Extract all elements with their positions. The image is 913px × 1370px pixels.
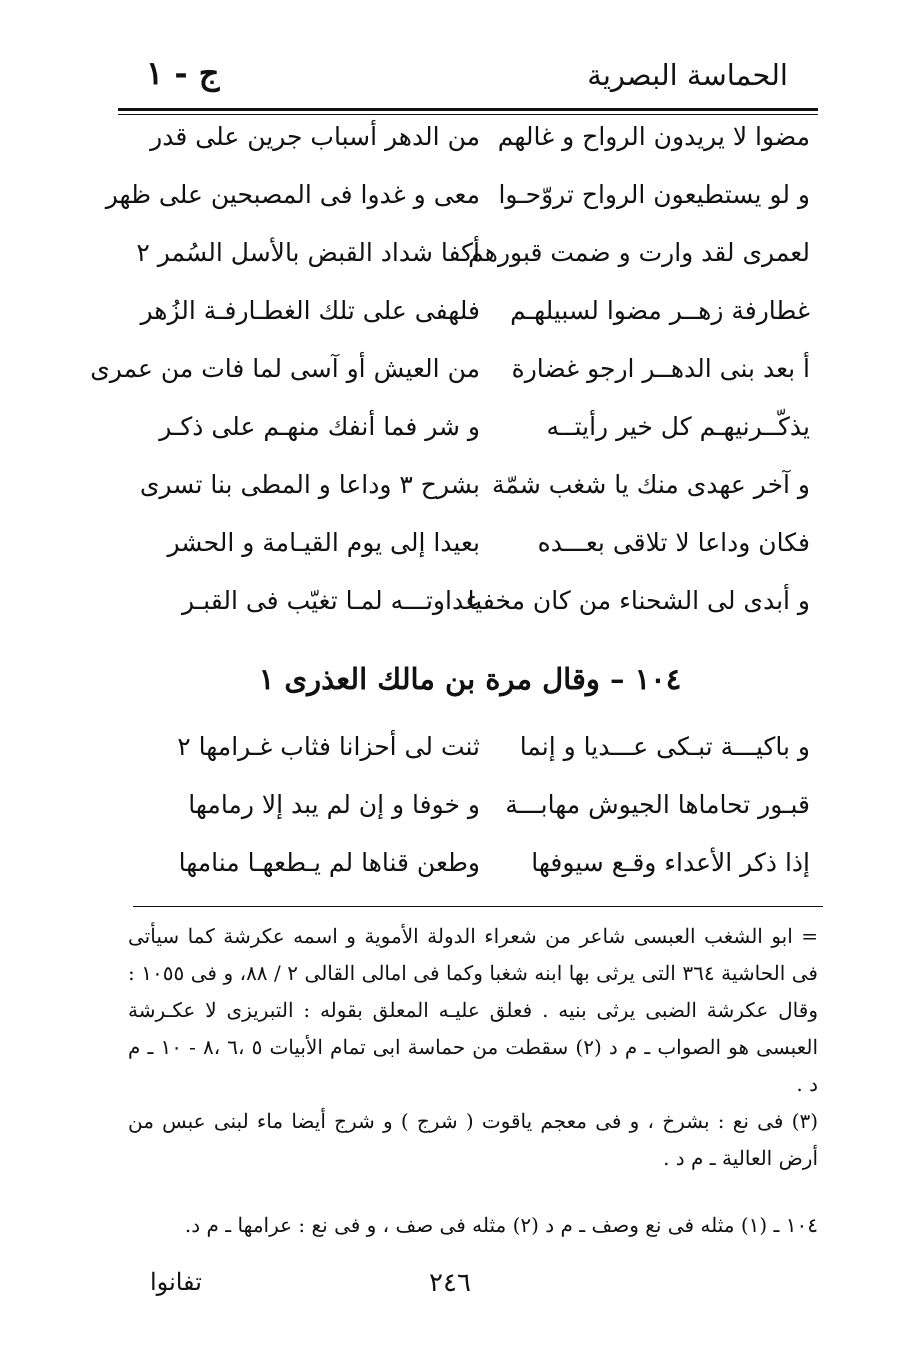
second-hemistich: من العيش أو آسى لما فات من عمرى bbox=[90, 354, 480, 383]
first-hemistich: يذكّــرنيهـم كل خير رأيتــه bbox=[546, 412, 810, 441]
verse-line bbox=[130, 470, 810, 528]
verse-line bbox=[130, 790, 810, 848]
verse-line bbox=[130, 122, 810, 180]
footnote: = ابو الشغب العبسى شاعر من شعراء الدولة الأموية و اسمه عكرشة كما سيأتى فى الحاشية ٣٦٤ التى يرثى بها ابنه شغبا وكما فى امالى القالى ٢ / ٨٨، و فى ١٠٥٥ : وقال عكرشة الضبى يرثى بنيه . فعلق عليـه المعلق بقوله : التبريزى لا عكـرشة العبسى هو الصواب ـ م د (٢) سقطت من حماسة ابى تمام الأبيات ٥ ،٦ ،٨ - ١٠ ـ م د . bbox=[128, 924, 819, 1096]
second-hemistich: من الدهر أسباب جرين على قدر bbox=[150, 122, 480, 151]
second-hemistich: معى و غدوا فى المصبحين على ظهر bbox=[105, 180, 480, 209]
first-hemistich: لعمرى لقد وارت و ضمت قبورهم bbox=[468, 238, 810, 267]
first-hemistich: و أبدى لى الشحناء من كان مخفيا bbox=[467, 586, 810, 615]
first-hemistich: قبـور تحاماها الجيوش مهابـــة bbox=[505, 790, 810, 819]
second-hemistich: عداوتـــه لمـا تغيّب فى القبـر bbox=[182, 586, 480, 615]
verse-line bbox=[105, 180, 810, 238]
first-hemistich: و لو يستطيعون الرواح تروّحـوا bbox=[498, 180, 810, 209]
running-header bbox=[118, 50, 818, 110]
verse-line bbox=[130, 732, 810, 790]
verse-line bbox=[130, 586, 810, 644]
footnote-rule bbox=[133, 906, 823, 907]
verse-line bbox=[90, 354, 810, 412]
header-rule-thick bbox=[118, 108, 818, 111]
first-hemistich: مضوا لا يريدون الرواح و غالهم bbox=[497, 122, 810, 151]
header-rule-thin bbox=[118, 114, 818, 115]
second-hemistich: فلهفى على تلك الغطـارفـة الزُهر bbox=[140, 296, 480, 325]
first-hemistich: أ بعد بنى الدهــر ارجو غضارة bbox=[511, 354, 810, 383]
verse-line bbox=[130, 528, 810, 586]
first-hemistich: إذا ذكر الأعداء وقـع سيوفها bbox=[531, 848, 810, 877]
first-hemistich: و آخر عهدى منك يا شغب شمّة bbox=[491, 470, 810, 499]
first-hemistich: غطارفة زهــر مضوا لسبيلهـم bbox=[510, 296, 810, 325]
second-hemistich: بشرح ٣ وداعا و المطى بنا تسرى bbox=[139, 470, 480, 499]
volume-number: ج - ١ bbox=[146, 54, 220, 92]
footnote: (٣) فى نع : بشرخ ، و فى معجم ياقوت ( شرج ) و شرج أيضا ماء لبنى عبس من أرض العالية ـ م د . bbox=[128, 1109, 818, 1170]
page-number: ٢٤٦ bbox=[429, 1268, 471, 1298]
second-hemistich: و شر فما أنفك منهـم على ذكـر bbox=[159, 412, 480, 441]
second-hemistich: وطعن قناها لم يـطعهـا منامها bbox=[178, 848, 480, 877]
verse-line bbox=[130, 238, 810, 296]
second-hemistich: ثنت لى أحزانا فثاب غـرامها ٢ bbox=[177, 732, 480, 761]
verse-line bbox=[130, 296, 810, 354]
verse-line bbox=[130, 848, 810, 906]
section-heading: ١٠٤ – وقال مرة بن مالك العذرى ١ bbox=[258, 662, 682, 696]
footnotes bbox=[128, 918, 818, 1177]
first-hemistich: و باكيـــة تبـكى عـــديا و إنما bbox=[519, 732, 810, 761]
poem-b bbox=[130, 732, 810, 906]
second-hemistich: أكفا شداد القبض بالأسل السُمر ٢ bbox=[136, 238, 480, 267]
second-hemistich: بعيدا إلى يوم القيـامة و الحشر bbox=[167, 528, 480, 557]
verse-line bbox=[130, 412, 810, 470]
second-hemistich: و خوفا و إن لم يبد إلا رمامها bbox=[188, 790, 480, 819]
running-title: الحماسة البصرية bbox=[587, 58, 788, 92]
first-hemistich: فكان وداعا لا تلاقى بعـــده bbox=[537, 528, 810, 557]
poem-a bbox=[90, 122, 810, 644]
catchword: تفانوا bbox=[150, 1268, 202, 1296]
footnote-104: ١٠٤ ـ (١) مثله فى نع وصف ـ م د (٢) مثله فى صف ، و فى نع : عرامها ـ م د. bbox=[184, 1213, 818, 1237]
